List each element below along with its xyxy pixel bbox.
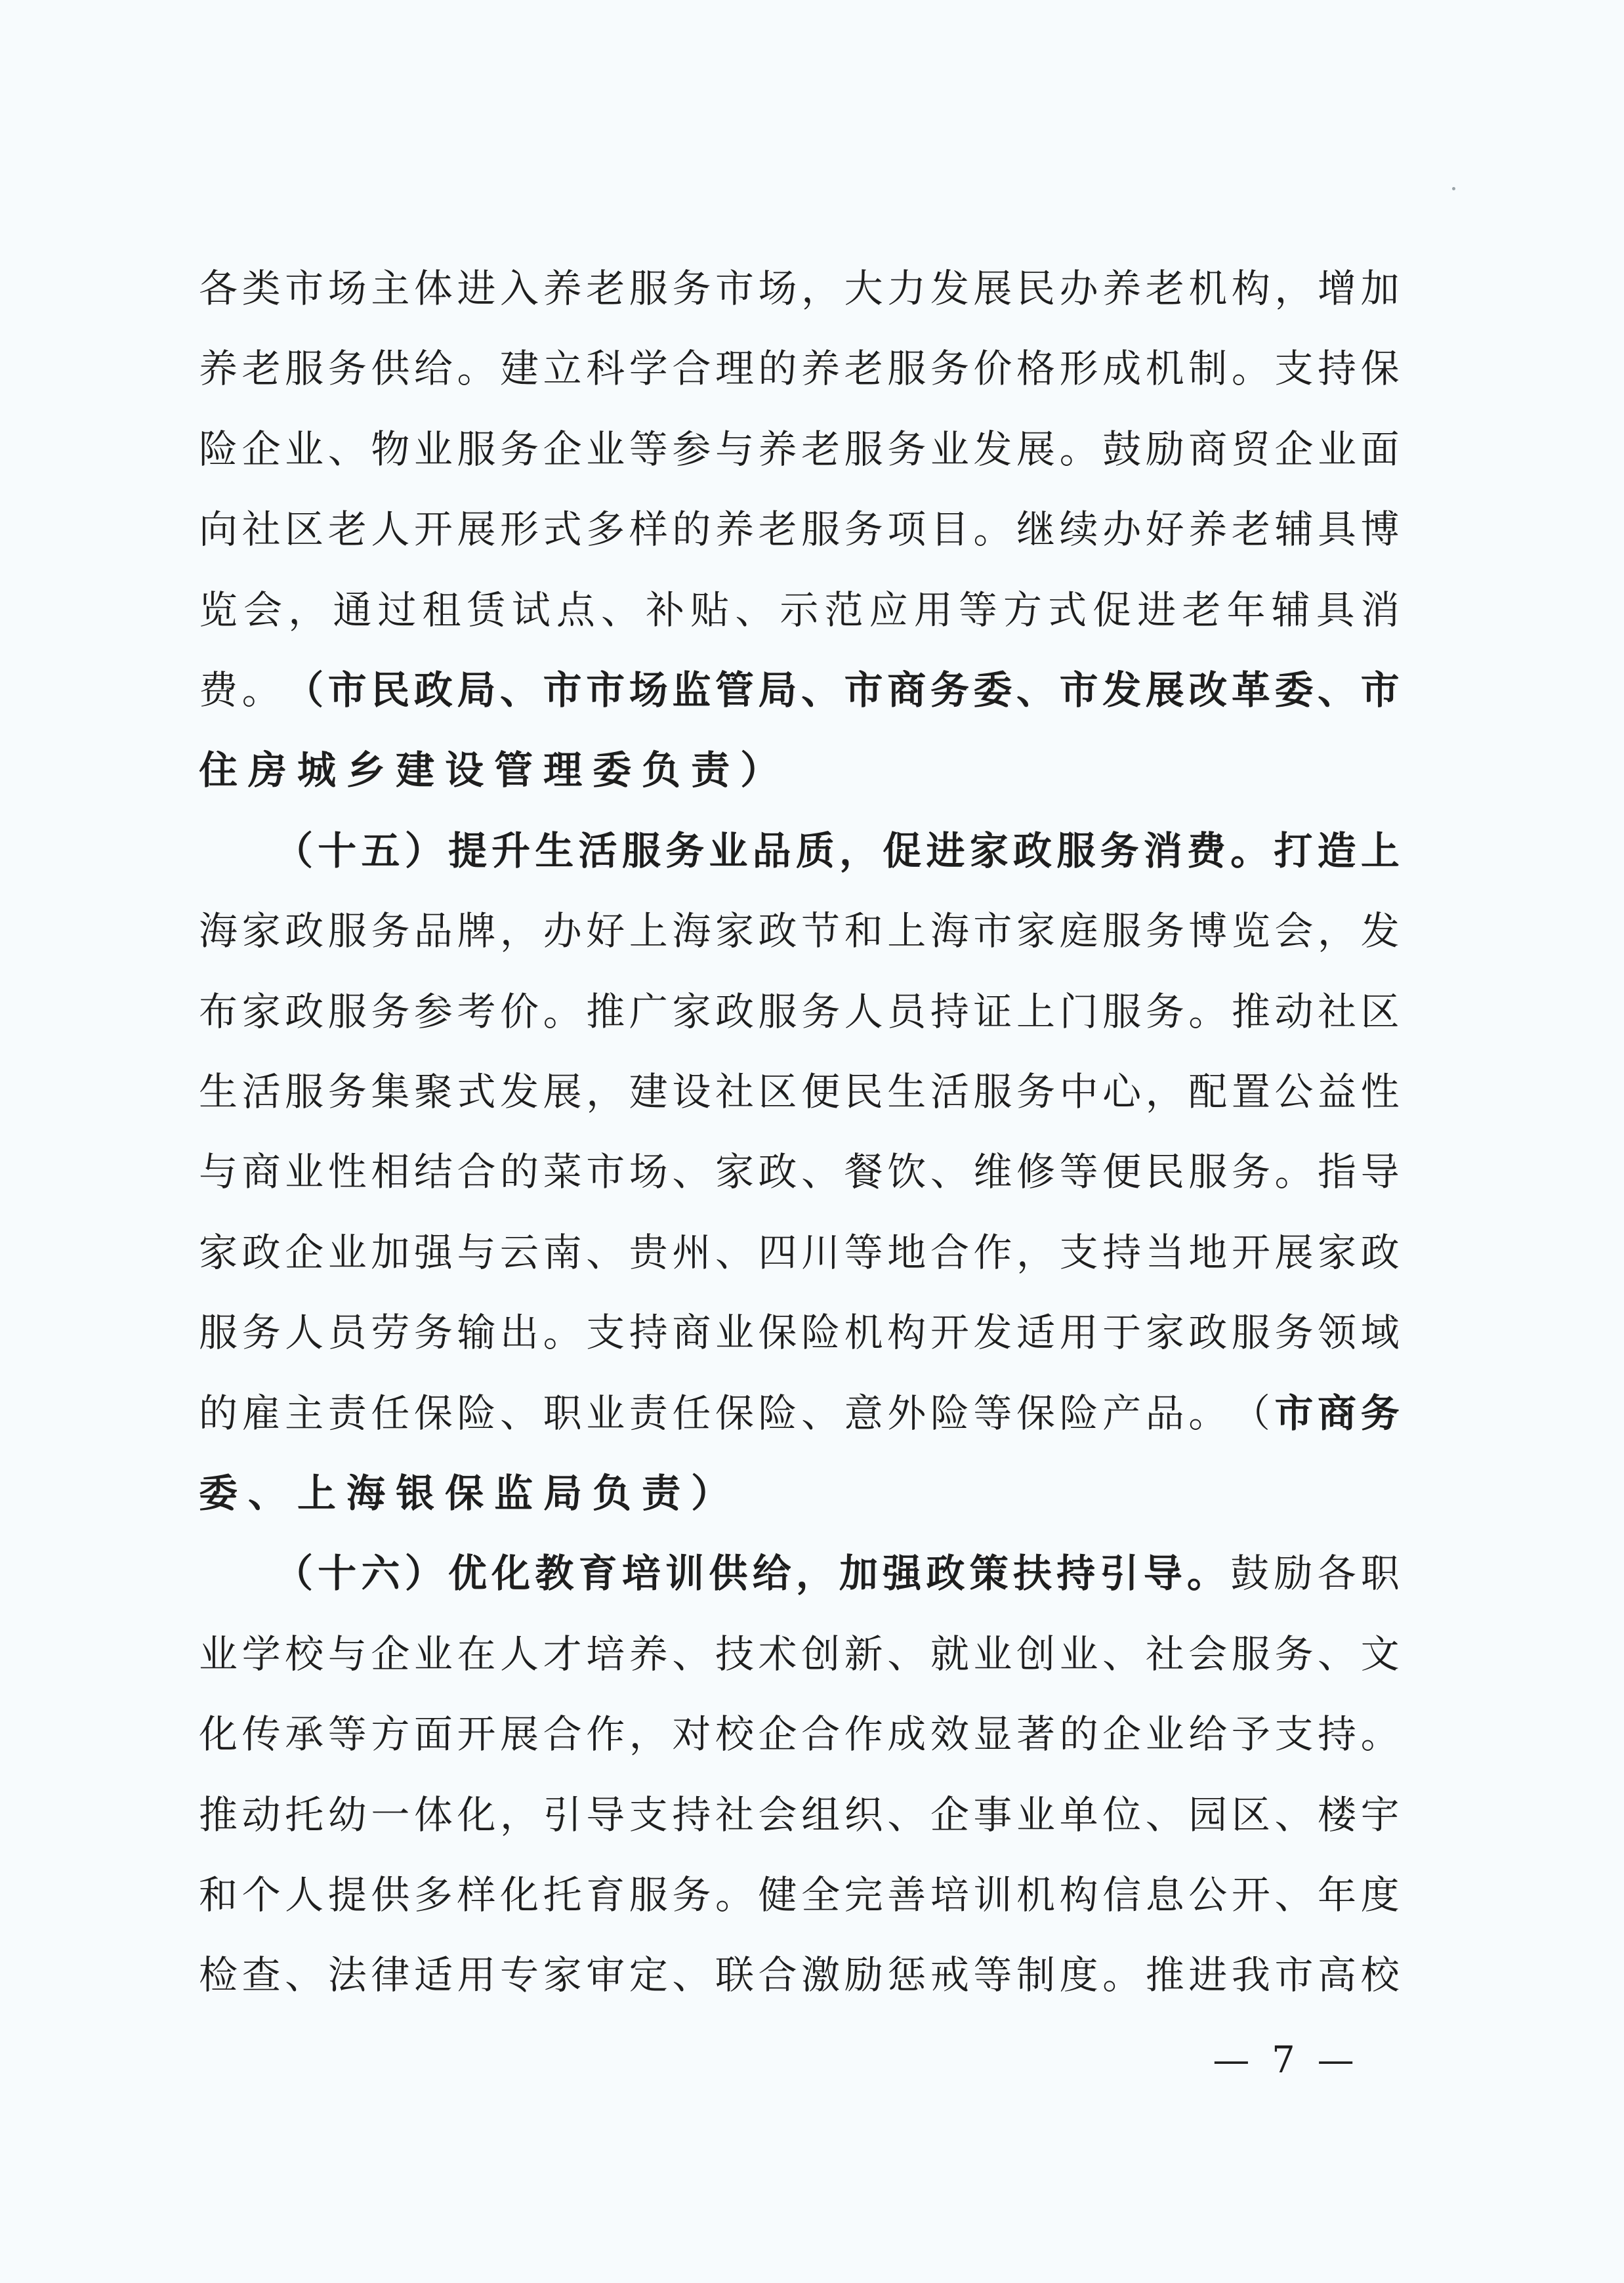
- scan-speck: [1452, 187, 1455, 190]
- text-line: 览 会 ， 通 过 租 赁 试 点 、 补 贴 、 示 范 应 用 等 方 式 促 进 老 年 辅 具 消: [199, 587, 1400, 633]
- text-line: （ 十 五 ） 提 升 生 活 服 务 业 品 质 ， 促 进 家 政 服 务 消 费 。 打 造 上: [274, 827, 1400, 873]
- text-line: （ 十 六 ） 优 化 教 育 培 训 供 给 ， 加 强 政 策 扶 持 引 导 。 鼓 励 各 职: [274, 1551, 1400, 1597]
- text-line: 推 动 托 幼 一 体 化 ， 引 导 支 持 社 会 组 织 、 企 事 业 单 位 、 园 区 、 楼 宇: [199, 1791, 1400, 1837]
- text-line: 家 政 企 业 加 强 与 云 南 、 贵 州 、 四 川 等 地 合 作 ， 支 持 当 地 开 展 家 政: [199, 1229, 1400, 1275]
- text-line: 海 家 政 服 务 品 牌 ， 办 好 上 海 家 政 节 和 上 海 市 家 庭 服 务 博 览 会 ， 发: [199, 908, 1400, 954]
- text-line: 向 社 区 老 人 开 展 形 式 多 样 的 养 老 服 务 项 目 。 继 续 办 好 养 老 辅 具 博: [199, 507, 1400, 553]
- text-line: 各 类 市 场 主 体 进 入 养 老 服 务 市 场 ， 大 力 发 展 民 办 养 老 机 构 ， 增 加: [199, 266, 1400, 311]
- text-line: 业 学 校 与 企 业 在 人 才 培 养 、 技 术 创 新 、 就 业 创 业 、 社 会 服 务 、 文: [199, 1631, 1400, 1677]
- page-number: — 7 —: [1213, 2039, 1360, 2082]
- text-line: 养 老 服 务 供 给 。 建 立 科 学 合 理 的 养 老 服 务 价 格 形 成 机 制 。 支 持 保: [199, 346, 1400, 392]
- text-line: 的 雇 主 责 任 保 险 、 职 业 责 任 保 险 、 意 外 险 等 保 险 产 品 。 （ 市 商 务: [199, 1390, 1400, 1436]
- text-line: 布 家 政 服 务 参 考 价 。 推 广 家 政 服 务 人 员 持 证 上 门 服 务 。 推 动 社 区: [199, 988, 1400, 1034]
- text-line: 服 务 人 员 劳 务 输 出 。 支 持 商 业 保 险 机 构 开 发 适 用 于 家 政 服 务 领 域: [199, 1310, 1400, 1356]
- text-line: 与 商 业 性 相 结 合 的 菜 市 场 、 家 政 、 餐 饮 、 维 修 等 便 民 服 务 。 指 导: [199, 1149, 1400, 1195]
- text-line: 委 、 上 海 银 保 监 局 负 责 ）: [199, 1471, 741, 1516]
- text-line: 生 活 服 务 集 聚 式 发 展 ， 建 设 社 区 便 民 生 活 服 务 中 心 ， 配 置 公 益 性: [199, 1069, 1400, 1114]
- text-line: 费 。 （ 市 民 政 局 、 市 市 场 监 管 局 、 市 商 务 委 、 市 发 展 改 革 委 、 市: [199, 667, 1400, 713]
- text-line: 和 个 人 提 供 多 样 化 托 育 服 务 。 健 全 完 善 培 训 机 构 信 息 公 开 、 年 度: [199, 1872, 1400, 1917]
- text-line: 检 查 、 法 律 适 用 专 家 审 定 、 联 合 激 励 惩 戒 等 制 度 。 推 进 我 市 高 校: [199, 1952, 1400, 1998]
- text-line: 险 企 业 、 物 业 服 务 企 业 等 参 与 养 老 服 务 业 发 展 。 鼓 励 商 贸 企 业 面: [199, 426, 1400, 472]
- text-line: 化 传 承 等 方 面 开 展 合 作 ， 对 校 企 合 作 成 效 显 著 的 企 业 给 予 支 持 。: [199, 1711, 1400, 1757]
- text-line: 住 房 城 乡 建 设 管 理 委 负 责 ）: [199, 747, 790, 793]
